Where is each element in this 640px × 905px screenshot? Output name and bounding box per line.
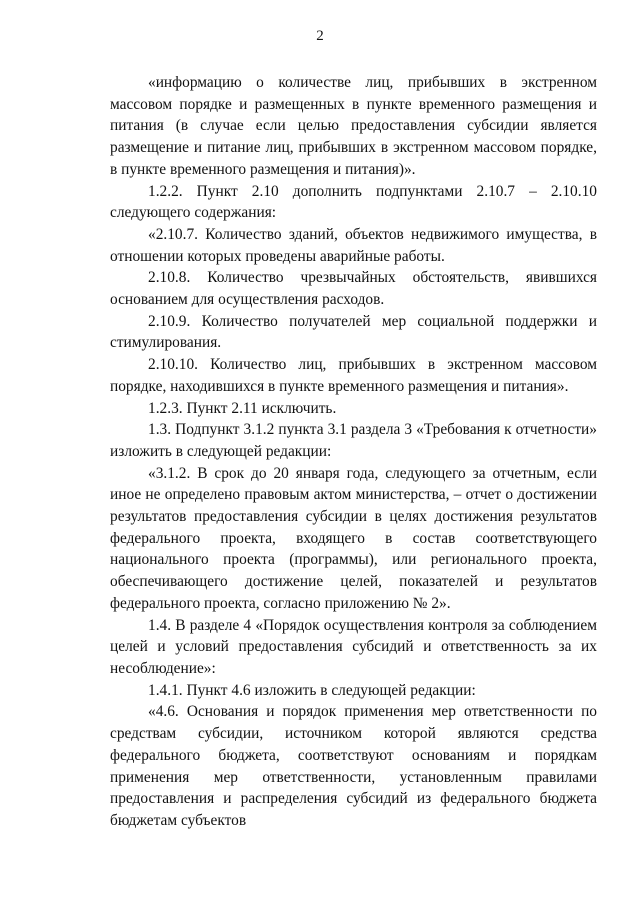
- paragraph: 2.10.9. Количество получателей мер социальной поддержки и стимулирования.: [110, 312, 597, 352]
- page-number: 2: [316, 28, 324, 44]
- paragraph: 1.3. Подпункт 3.1.2 пункта 3.1 раздела 3 «Требования к отчетности» изложить в следующей редакции:: [110, 421, 597, 460]
- paragraph: «4.6. Основания и порядок применения мер ответственности по средствам субсидии, источником которой являются средства федерального бюджета, соответствуют основаниям и порядкам применения мер ответственности, установленным правилами предоставления и распределения субсидий из федерального бюджета бюджетам субъектов: [110, 703, 597, 829]
- paragraph: 1.2.3. Пункт 2.11 исключить.: [148, 399, 337, 417]
- paragraph: «3.1.2. В срок до 20 января года, следующего за отчетным, если иное не определено правовым актом министерства, – отчет о достижении результатов предоставления субсидии в целях достижения результатов федерального проекта, входящего в состав соответствующего национального проекта (программы), или регионального проекта, обеспечивающего достижение целей, показателей и результатов федерального проекта, согласно приложению № 2».: [110, 464, 597, 612]
- paragraph: 1.2.2. Пункт 2.10 дополнить подпунктами 2.10.7 – 2.10.10 следующего содержания:: [110, 182, 597, 222]
- paragraph: «информацию о количестве лиц, прибывших в экстренном массовом порядке и размещенных в пункте временного размещения и питания (в случае если целью предоставления субсидии является размещение и питание лиц, прибывших в экстренном массовом порядке, в пункте временного размещения и питания)».: [110, 74, 597, 178]
- paragraph: 2.10.8. Количество чрезвычайных обстоятельств, явившихся основанием для осуществления расходов.: [110, 269, 597, 309]
- paragraph: 1.4.1. Пункт 4.6 изложить в следующей редакции:: [148, 681, 476, 699]
- paragraph: «2.10.7. Количество зданий, объектов недвижимого имущества, в отношении которых проведены аварийные работы.: [110, 225, 597, 265]
- paragraph: 2.10.10. Количество лиц, прибывших в экстренном массовом порядке, находившихся в пункте временного размещения и питания».: [110, 356, 597, 395]
- paragraph: 1.4. В разделе 4 «Порядок осуществления контроля за соблюдением целей и условий предоставления субсидий и ответственность за их несоблюдение»:: [110, 616, 597, 677]
- document-body: [110, 72, 597, 832]
